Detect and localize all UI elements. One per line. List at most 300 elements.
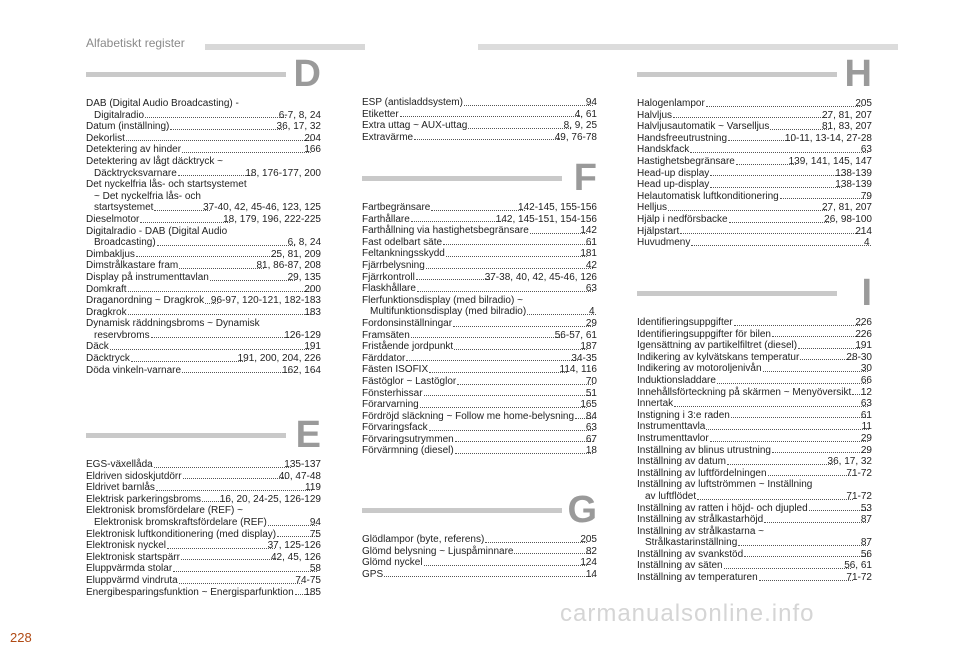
dot-leader [455,453,593,454]
index-entry-pages: 66 [860,374,872,386]
index-entry-pages: 191 [855,340,872,352]
index-entry [637,375,872,387]
dot-leader [443,244,593,245]
section-letter-h: H [844,53,872,95]
index-entry [637,410,872,422]
index-entry-pages: 71-72 [846,572,872,584]
index-entry [362,434,597,446]
dot-leader [157,245,295,246]
index-entry [637,433,872,445]
index-entry [362,534,597,546]
section-letter-i: I [861,272,872,314]
index-entry-pages: 56 [860,548,872,560]
dot-leader [468,128,570,129]
index-entry [637,572,872,584]
index-entry-pages: 34-35 [571,352,597,364]
index-entry-pages: 84 [585,410,597,422]
index-entry-term: Fristående jordpunkt [362,341,454,353]
index-entry-pages: 142 [580,225,597,237]
index-entry-pages: 29 [860,444,872,456]
section-d-header [86,53,321,98]
index-entry-term: Hjälpstart [637,225,680,237]
dot-leader [173,571,317,572]
index-entry-pages: 205 [580,534,597,545]
index-entry-pages: 181 [580,248,597,260]
index-entry-term: Inställning av luftströmmen ~ Inställning [637,479,813,491]
index-entry-pages: 11 [861,421,872,433]
index-entry [637,387,872,399]
dot-leader [768,475,854,476]
index-entry [362,330,597,342]
index-entry-term: Inställning av temperaturen [637,572,758,584]
index-entry-term: av luftflödet [645,490,697,502]
entry-list-d [86,98,321,376]
dot-leader [673,117,829,118]
index-entry-pages: 142, 145-151, 154-156 [495,213,597,225]
dot-leader [485,542,587,543]
index-entry-term: Glödlampor (byte, referens) [362,534,485,545]
index-entry [637,179,872,191]
index-entry-term: Halvljusautomatik ~ Varselljus [637,121,770,133]
dot-leader [527,314,596,315]
dot-leader [426,268,593,269]
index-entry-pages: 191 [304,341,321,353]
dot-leader [416,279,492,280]
dot-leader [179,268,263,269]
index-entry [86,365,321,377]
section-h [637,53,872,249]
column-1-lower [86,414,321,598]
index-entry-pages: 96-97, 120-121, 182-183 [210,295,321,307]
index-entry-term: Elektrisk parkeringsbroms [86,493,202,505]
index-entry-term: Inställning av ratten i höjd- och djupled [637,502,808,514]
index-entry [86,144,321,156]
section-letter-f: F [573,157,597,199]
dot-leader [772,336,862,337]
dot-leader [154,467,292,468]
index-entry-term: Inställning av strålkastarna ~ [637,525,765,537]
dot-leader [446,256,587,257]
index-entry-pages: 8, 9, 25 [563,120,597,132]
index-entry [637,549,872,561]
dot-leader [759,580,854,581]
section-d [86,53,321,376]
index-entry-pages: 94 [585,97,597,108]
index-entry-term: Elektronisk startspärr [86,551,180,563]
index-entry-pages: 16, 20, 24-25, 126-129 [219,493,321,505]
index-entry [86,459,321,471]
index-entry-pages: 36, 17, 32 [276,121,321,133]
index-entry-term: Identifieringsuppgifter för bilen [637,328,771,340]
dot-leader [772,452,868,453]
dot-leader [728,140,792,141]
index-entry-pages: 63 [860,398,872,410]
index-entry [86,121,321,133]
dot-leader [384,576,593,577]
index-entry [86,529,321,541]
dot-leader [668,210,829,211]
dot-leader [454,349,587,350]
index-entry-pages: 49, 76-78 [554,131,597,143]
index-entry [637,121,872,133]
index-entry-term: Feltankningsskydd [362,248,445,260]
column-2-f [362,157,597,457]
dot-leader [457,384,593,385]
index-entry-pages: 56-57, 61 [554,329,597,341]
dot-leader [417,291,593,292]
index-entry-pages: 71-72 [846,467,872,479]
index-entry-term: Innehållsförteckning på skärmen ~ Menyöversikt [637,386,852,398]
dot-leader [110,349,312,350]
index-entry-pages: 29 [585,317,597,329]
dot-leader [710,187,842,188]
index-entry-term: Halvljus [637,109,673,121]
index-entry-pages: 37-38, 40, 42, 45-46, 126 [484,271,597,283]
section-rule [362,508,562,513]
dot-leader [710,441,868,442]
dot-leader [145,117,286,118]
index-entry [86,249,321,261]
index-entry-term: Fast odelbart säte [362,236,443,248]
index-entry-term: Etiketter [362,108,399,120]
index-entry [362,399,597,411]
column-1 [86,53,321,376]
index-entry-term: Extra uttag ~ AUX-uttag [362,120,468,132]
dot-leader [690,152,868,153]
dot-leader [724,568,852,569]
index-entry [86,494,321,506]
index-entry-pages: 25, 81, 209 [270,248,321,260]
index-entry-pages: 94 [309,516,321,528]
index-entry-term: Igensättning av partikelfiltret (diesel) [637,340,798,352]
index-entry-term: Instrumenttavla [637,421,706,433]
column-2-g [362,489,597,580]
index-entry-pages: 214 [855,225,872,237]
dot-leader [798,348,862,349]
index-entry-pages: 14 [585,568,597,580]
index-entry-pages: 18, 179, 196, 222-225 [223,213,321,225]
index-entry-pages: 135-137 [284,459,321,470]
index-entry [86,471,321,483]
index-entry-pages: 26, 98-100 [824,213,872,225]
index-entry-term: Inställning av blinus utrustning [637,444,771,456]
index-entry [362,353,597,365]
index-entry-pages: 81, 83, 207 [821,121,872,133]
index-entry-term: Eldrivet barnlås [86,482,155,494]
dot-leader [167,548,275,549]
section-rule [86,433,286,438]
index-entry-pages: 4, 61 [574,108,597,120]
page-number: 228 [10,630,32,645]
header-title: Alfabetiskt register [86,36,185,50]
index-entry-pages: 87 [860,537,872,549]
entry-list-f [362,202,597,457]
index-entry [86,168,321,180]
index-entry-term: Helautomatisk luftkonditionering [637,190,779,202]
index-entry-term: Strålkastarinställning [645,537,738,549]
index-entry-term: Elektronisk nyckel [86,540,167,552]
index-entry-term: Elektronisk bromsfördelare (REF) ~ [86,505,243,517]
dot-leader [706,106,862,107]
index-entry-pages: 81, 86-87, 208 [256,260,321,272]
index-entry [637,110,872,122]
dot-leader [140,222,230,223]
index-entry-term: Induktionsladdare [637,374,716,386]
index-entry-term: Farthållning via hastighetsbegränsare [362,225,529,237]
index-entry-term: Fartbegränsare [362,202,431,213]
index-entry-pages: 37-40, 42, 45-46, 123, 125 [203,202,321,214]
index-entry-pages: 226 [855,328,872,340]
index-entry [86,575,321,587]
index-entry-pages: 79 [860,190,872,202]
index-entry [362,557,597,569]
dot-leader [455,441,593,442]
dot-leader [170,129,283,130]
index-entry-pages: 87 [860,514,872,526]
index-entry-pages: 166 [304,144,321,156]
index-entry-pages: 204 [304,132,321,144]
index-entry-term: Inställning av säten [637,560,723,572]
index-entry [637,226,872,238]
index-entry-term: Indikering av motoroljenivån [637,363,762,375]
index-entry [637,526,872,538]
dot-leader [424,395,593,396]
index-entry-pages: 75 [309,528,321,540]
section-f [362,157,597,457]
index-entry-term: Extravärme [362,131,414,143]
index-entry [86,330,321,342]
dot-leader [764,522,868,523]
index-entry-pages: 114, 116 [559,364,597,376]
index-entry-term: Hastighetsbegränsare [637,155,735,167]
index-entry [86,517,321,529]
index-entry [637,456,872,468]
index-entry-term: Inställning av strålkastarhöjd [637,514,764,526]
dot-leader [151,337,292,338]
index-entry-term: Halogenlampor [637,98,705,109]
index-entry [362,388,597,400]
dot-leader [179,583,303,584]
index-entry-term: Förvärmning (diesel) [362,445,454,457]
index-entry-pages: 183 [304,306,321,318]
watermark-text: carmanualsonline.info [560,600,815,627]
dot-leader [706,429,868,430]
index-entry-term: Förvaringsutrymmen [362,433,454,445]
dot-leader [429,372,566,373]
dot-leader [210,280,295,281]
index-entry-term: Dragkrok [86,306,127,318]
index-entry-term: Draganordning ~ Dragkrok [86,295,205,307]
section-e [86,414,321,598]
index-entry-term: Däck [86,341,109,353]
section-rule [637,291,837,296]
index-entry [637,537,872,549]
section-i-header [637,272,872,317]
dot-leader [710,175,842,176]
index-entry [86,214,321,226]
index-entry-term: Det nyckelfria lås- och startsystemet [86,179,247,191]
dot-leader [420,407,588,408]
index-entry-term: Döda vinkeln-varnare [86,364,182,376]
index-entry-pages: 126-129 [284,329,321,341]
index-entry [86,284,321,296]
section-letter-g: G [567,489,597,531]
index-entry: Multifunktionsdisplay (med bilradio) 4 [370,306,595,318]
dot-leader [431,210,525,211]
index-entry-term: Elektronisk bromskraftsfördelare (REF) [94,516,267,528]
index-entry [86,202,321,214]
index-entry-pages: 74-75 [295,574,321,586]
dot-leader [514,553,592,554]
index-entry: Huvudmeny 4 [637,237,870,249]
index-entry-term: Farthållare [362,213,410,225]
section-g [362,489,597,580]
index-entry [362,97,597,109]
index-entry [637,560,872,572]
dot-leader [128,291,312,292]
index-entry-term: Instrumenttavlor [637,432,709,444]
section-i [637,272,872,584]
index-entry-pages: 82 [585,545,597,557]
index-entry [362,341,597,353]
dot-leader [178,175,253,176]
index-entry-pages: 6, 8, 24 [287,237,321,249]
dot-leader [691,245,871,246]
index-entry [86,353,321,365]
index-entry-term: Detektering av hinder [86,144,182,156]
index-entry-term: Flaskhållare [362,283,416,295]
dot-leader [136,256,278,257]
index-entry-term: Fördröjd släckning ~ Follow me home-belysning [362,410,575,422]
index-entry [86,191,321,203]
dot-leader [131,361,245,362]
index-entry-term: Förarvarning [362,399,419,411]
index-entry-term: Instigning i 3:e raden [637,409,730,421]
index-entry [362,364,597,376]
index-entry-term: Digitalradio [94,109,145,121]
index-entry [86,237,321,249]
entry-list-i [637,317,872,584]
section-letter-e: E [295,414,321,456]
index-entry [637,514,872,526]
index-entry [86,587,321,599]
index-entry-pages: 162, 164 [282,364,321,376]
dot-leader [780,198,868,199]
index-entry-pages: 226 [855,317,872,328]
index-entry [86,563,321,575]
index-entry-pages: 124 [580,557,597,569]
index-entry-term: Digitalradio - DAB (Digital Audio [86,225,228,237]
index-entry-pages: 205 [855,98,872,109]
index-entry-term: Indikering av kylvätskans temperatur [637,351,800,363]
index-entry-term: Helljus [637,202,668,214]
dot-leader [809,510,868,511]
index-entry [86,110,321,122]
dot-leader [182,372,289,373]
dot-leader [406,360,578,361]
index-entry-term: Färddator [362,352,406,364]
index-entry-pages: 42, 45, 126 [270,551,321,563]
dot-leader [464,105,593,106]
index-entry-term: Head up-display [637,179,710,191]
section-f-header [362,157,597,202]
index-entry-pages: 63 [860,144,872,156]
index-entry [637,329,872,341]
section-letter-d: D [293,53,321,95]
index-entry [637,168,872,180]
index-entry-pages: 191, 200, 204, 226 [237,353,321,365]
index-entry-term: Fjärrkontroll [362,271,415,283]
dot-leader [736,164,796,165]
index-entry [637,144,872,156]
index-entry [362,318,597,330]
header-rule-right [478,44,898,50]
dot-leader [411,337,562,338]
index-entry-pages: 58 [309,563,321,575]
index-entry-pages: 30 [860,363,872,375]
index-entry-term: DAB (Digital Audio Broadcasting) - [86,98,239,109]
index-entry-term: Inställning av datum [637,456,726,468]
index-entry-term: Eluppvärmd vindruta [86,574,178,586]
index-entry [86,179,321,191]
index-entry [362,569,597,581]
index-entry [637,352,872,364]
index-entry [86,482,321,494]
index-entry-pages: 187 [580,341,597,353]
index-entry-pages: 165 [580,399,597,411]
index-entry [362,225,597,237]
index-entry [637,421,872,433]
index-entry [362,411,597,423]
entry-list-e [86,459,321,598]
dot-leader [181,559,278,560]
index-entry-term: Fordonsinställningar [362,317,453,329]
index-entry [86,295,321,307]
index-entry-term: Fönsterhissar [362,387,423,399]
index-entry [86,226,321,238]
index-entry-pages: 63 [585,422,597,434]
index-entry-term: Inställning av svankstöd [637,548,744,560]
section-e-header [86,414,321,459]
index-entry-term: Elektronisk luftkonditionering (med display) [86,528,277,540]
index-entry-pages: 119 [305,482,321,494]
index-entry [362,109,597,121]
index-entry-pages: 6-7, 8, 24 [278,109,321,121]
index-entry [637,214,872,226]
index-entry-term: Identifieringsuppgifter [637,317,733,328]
dot-leader [744,556,868,557]
index-entry-pages: 53 [860,502,872,514]
index-entry-pages: 63 [585,283,597,295]
index-entry [362,260,597,272]
index-entry [86,133,321,145]
dot-leader [126,140,311,141]
index-entry-term: Broadcasting) [94,237,156,249]
index-entry-term: Innertak [637,398,674,410]
index-entry-pages: 28-30 [846,351,872,363]
index-entry-term: Domkraft [86,283,127,295]
header-rule [205,44,365,50]
index-entry [362,546,597,558]
index-entry-term: Fästen ISOFIX [362,364,429,376]
section-rule [86,72,286,77]
index-entry [86,98,321,110]
index-entry [637,98,872,110]
dot-leader [717,383,868,384]
index-entry-term: Detektering av lågt däcktryck ~ [86,155,224,167]
dot-leader [429,430,593,431]
index-entry-pages: 37, 125-126 [267,540,321,552]
